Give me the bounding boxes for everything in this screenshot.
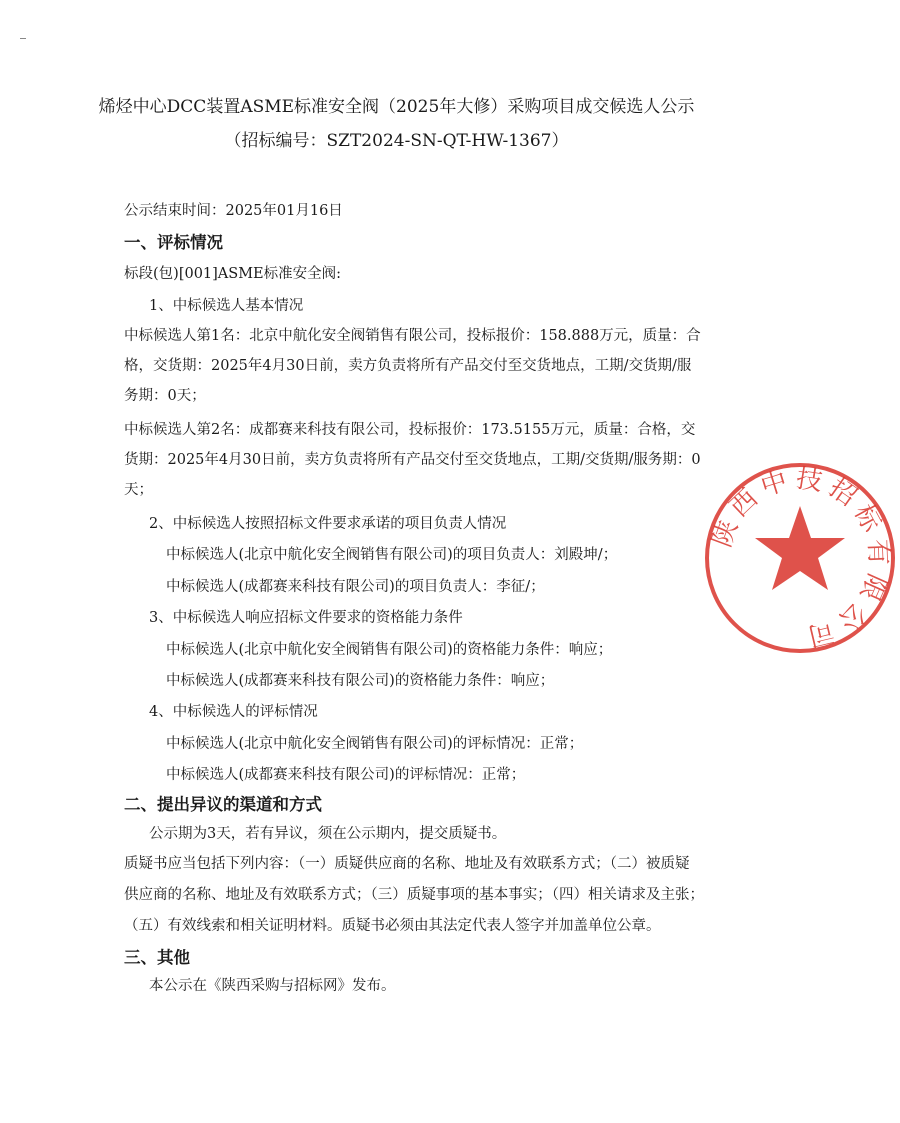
project-manager-2: 中标候选人(成都赛来科技有限公司)的项目负责人：李征/； xyxy=(166,579,545,595)
objection-content-line-3: （五）有效线索和相关证明材料。质疑书必须由其法定代表人签字并加盖单位公章。 xyxy=(124,918,661,934)
evaluation-2: 中标候选人(成都赛来科技有限公司)的评标情况：正常； xyxy=(166,767,526,783)
section3-heading: 三、其他 xyxy=(124,948,190,967)
sub-heading-3: 3、中标候选人响应招标文件要求的资格能力条件 xyxy=(149,610,463,626)
project-manager-1: 中标候选人(北京中航化安全阀销售有限公司)的项目负责人：刘殿坤/； xyxy=(166,547,618,563)
seal-text: 陕西中技招标有限公司 xyxy=(707,463,894,653)
qualification-1: 中标候选人(北京中航化安全阀销售有限公司)的资格能力条件：响应； xyxy=(166,642,613,658)
section1-heading: 一、评标情况 xyxy=(124,233,223,252)
objection-content-line-1: 质疑书应当包括下列内容：（一）质疑供应商的名称、地址及有效联系方式；（二）被质疑 xyxy=(124,856,690,872)
end-time: 公示结束时间：2025年01月16日 xyxy=(124,203,343,219)
objection-period: 公示期为3天，若有异议，须在公示期内，提交质疑书。 xyxy=(149,826,507,842)
candidate-2-line-2: 货期：2025年4月30日前，卖方负责将所有产品交付至交货地点，工期/交货期/服务期：0 xyxy=(124,452,701,468)
objection-content-line-2: 供应商的名称、地址及有效联系方式；（三）质疑事项的基本事实；（四）相关请求及主张； xyxy=(124,887,704,903)
candidate-2-line-3: 天； xyxy=(124,482,153,498)
candidate-1-line-1: 中标候选人第1名：北京中航化安全阀销售有限公司，投标报价：158.888万元，质量：合 xyxy=(124,328,701,344)
lot-label: 标段(包)[001]ASME标准安全阀: xyxy=(124,266,342,282)
section2-heading: 二、提出异议的渠道和方式 xyxy=(124,795,322,814)
publication-note: 本公示在《陕西采购与招标网》发布。 xyxy=(149,978,396,994)
tender-number: （招标编号：SZT2024-SN-QT-HW-1367） xyxy=(224,131,569,151)
sub-heading-4: 4、中标候选人的评标情况 xyxy=(149,704,318,720)
candidate-2-line-1: 中标候选人第2名：成都赛来科技有限公司，投标报价：173.5155万元，质量：合格，交 xyxy=(124,422,696,438)
candidate-1-line-3: 务期：0天； xyxy=(124,388,206,404)
evaluation-1: 中标候选人(北京中航化安全阀销售有限公司)的评标情况：正常； xyxy=(166,736,584,752)
company-seal-stamp xyxy=(700,458,900,658)
seal-star-icon xyxy=(755,506,845,590)
qualification-2: 中标候选人(成都赛来科技有限公司)的资格能力条件：响应； xyxy=(166,673,555,689)
candidate-1-line-2: 格，交货期：2025年4月30日前，卖方负责将所有产品交付至交货地点，工期/交货期/服 xyxy=(124,358,692,374)
scan-mark xyxy=(20,38,26,39)
document-title: 烯烃中心DCC装置ASME标准安全阀（2025年大修）采购项目成交候选人公示 xyxy=(98,97,695,117)
sub-heading-2: 2、中标候选人按照招标文件要求承诺的项目负责人情况 xyxy=(149,516,507,532)
sub-heading-1: 1、中标候选人基本情况 xyxy=(149,298,304,314)
